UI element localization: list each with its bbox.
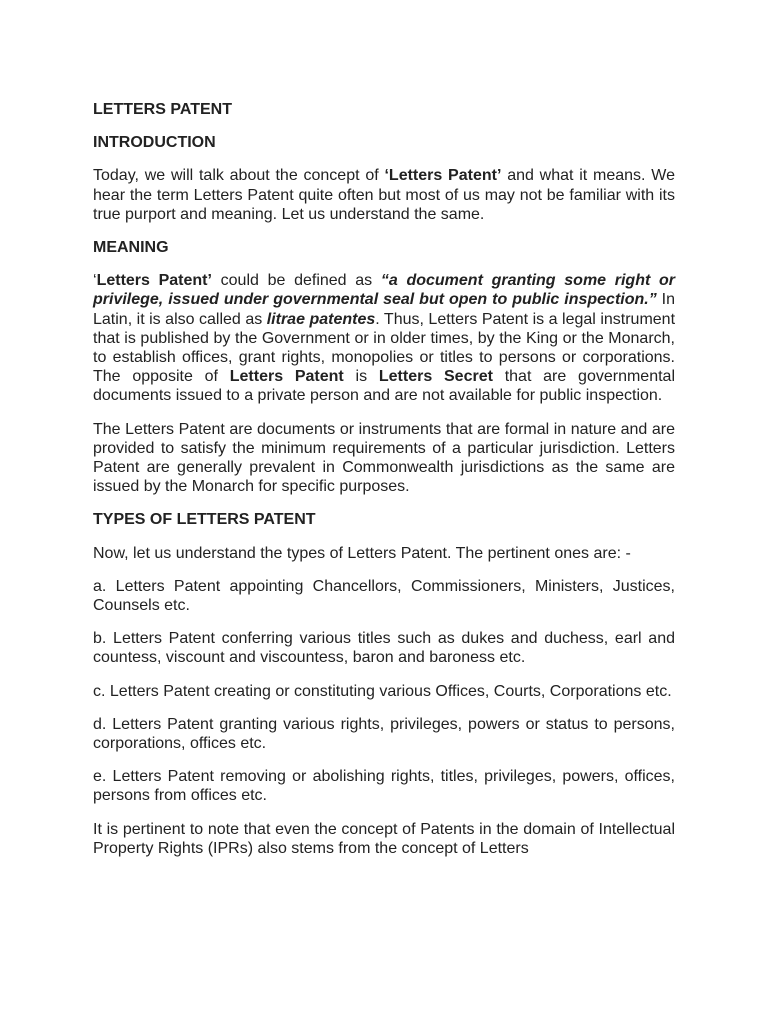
list-item: b. Letters Patent conferring various titles such as dukes and duchess, earl and countess, viscount and viscountess, baron and baroness etc. bbox=[93, 630, 675, 667]
bold-term: Letters Patent bbox=[229, 368, 344, 386]
text-run: and what it means. We hear the term Letters Patent quite often but most of us may not be familiar with its true purport and meaning. Let us understand the same. bbox=[93, 167, 676, 223]
text-run: . Thus, Letters Patent is a legal instrument that is published by the Government or in older times, by the King or the Monarch, to establish offices, grant rights, monopolies or titles to persons or corporations. The opposite of bbox=[93, 310, 676, 386]
meaning-paragraph-2: The Letters Patent are documents or instruments that are formal in nature and are provided to satisfy the minimum requirements of a particular jurisdiction. Letters Patent are generally prevalent in Commonwealth jurisdictions as the same are issued by the Monarch for specific purposes. bbox=[93, 420, 675, 496]
bold-term: Letters Patent’ bbox=[96, 272, 212, 290]
document-page bbox=[93, 100, 675, 872]
heading-introduction: INTRODUCTION bbox=[93, 134, 216, 152]
text-run: ‘ bbox=[93, 272, 97, 290]
text-run: that are governmental documents issued to a private person and are not available for public inspection. bbox=[93, 368, 675, 405]
list-item: a. Letters Patent appointing Chancellors, Commissioners, Ministers, Justices, Counsels etc. bbox=[93, 577, 675, 615]
types-intro-paragraph: Now, let us understand the types of Letters Patent. The pertinent ones are: - bbox=[93, 544, 631, 562]
introduction-paragraph bbox=[93, 166, 675, 224]
heading-types: TYPES OF LETTERS PATENT bbox=[93, 511, 316, 529]
document-title: LETTERS PATENT bbox=[93, 101, 232, 118]
text-run: is bbox=[343, 368, 379, 386]
heading-meaning: MEANING bbox=[93, 239, 169, 257]
list-item: e. Letters Patent removing or abolishing rights, titles, privileges, powers, offices, persons from offices etc. bbox=[93, 768, 675, 805]
closing-paragraph: It is pertinent to note that even the concept of Patents in the domain of Intellectual Property Rights (IPRs) also stems from the concept of Letters bbox=[93, 820, 675, 857]
definition-quote: “a document granting some right or privilege, issued under governmental seal but open to public inspection.” bbox=[93, 272, 676, 309]
latin-term: litrae patentes bbox=[266, 310, 376, 328]
text-run: Today, we will talk about the concept of bbox=[93, 167, 385, 185]
bold-term: ‘Letters Patent’ bbox=[384, 167, 502, 185]
list-item: c. Letters Patent creating or constituting various Offices, Courts, Corporations etc. bbox=[93, 682, 672, 700]
bold-term: Letters Secret bbox=[378, 368, 493, 386]
list-item: d. Letters Patent granting various rights, privileges, powers or status to persons, corporations, offices etc. bbox=[93, 715, 675, 753]
meaning-paragraph-1 bbox=[93, 271, 675, 405]
text-run: In Latin, it is also called as bbox=[93, 291, 675, 328]
text-run: could be defined as bbox=[211, 272, 381, 290]
